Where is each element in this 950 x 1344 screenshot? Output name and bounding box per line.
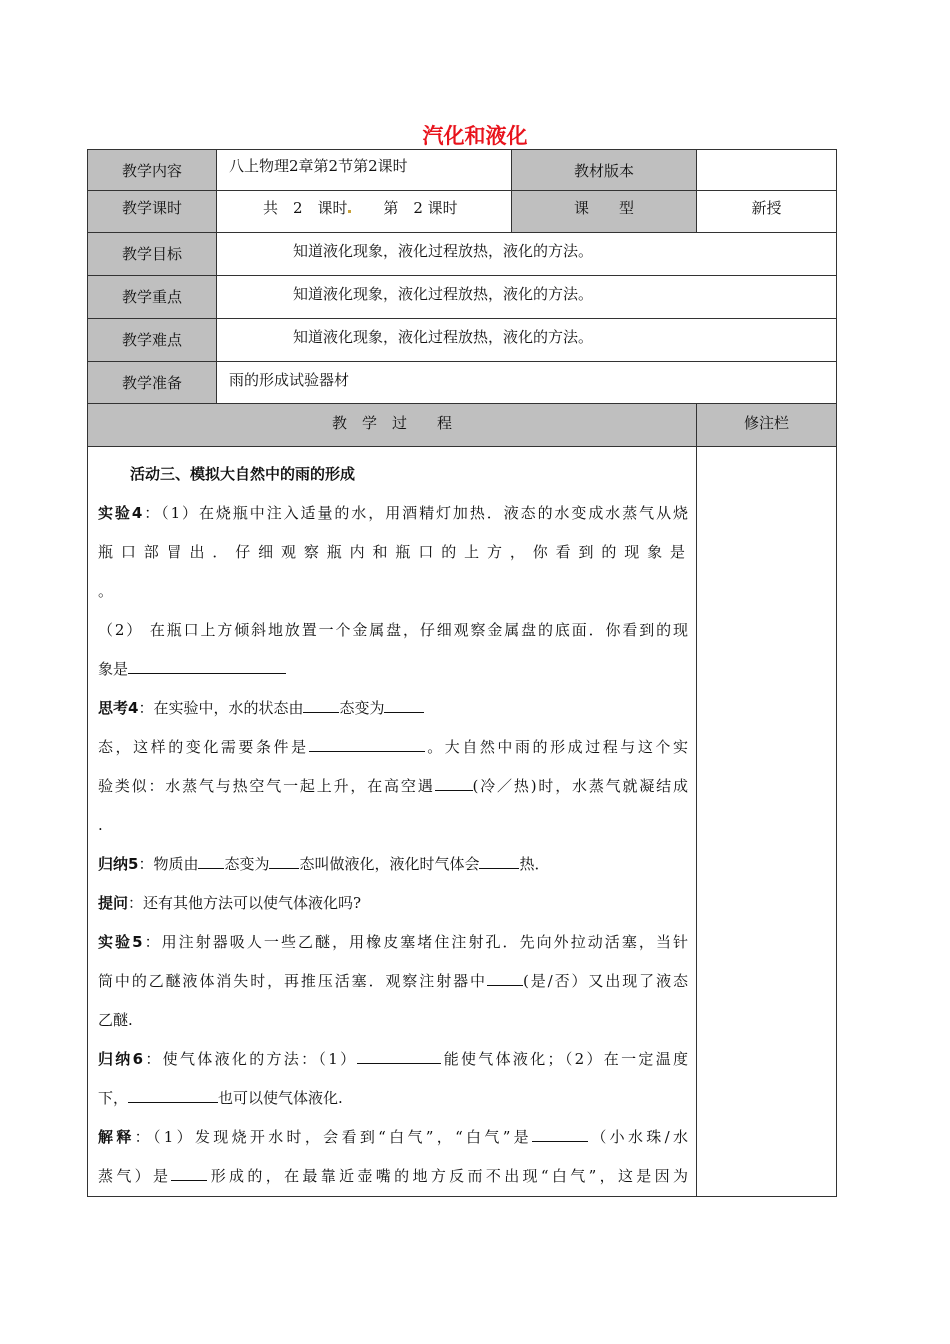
think4-line2: 态，这样的变化需要条件是 。大自然中雨的形成过程与这个实 <box>98 728 688 767</box>
sum6-line2: 下， 也可以使气体液化. <box>98 1079 688 1118</box>
ask-line: 提问：还有其他方法可以使气体液化吗? <box>98 894 362 912</box>
difficulty-label: 教学难点 <box>88 319 217 362</box>
answer-blank[interactable] <box>128 1086 218 1103</box>
exp4-line4: （2） 在瓶口上方倾斜地放置一个金属盘，仔细观察金属盘的底面．你看到的现 <box>98 621 688 639</box>
exp4-line1: 实验4：（1）在烧瓶中注入适量的水，用酒精灯加热．液态的水变成水蒸气从烧 <box>98 504 689 522</box>
answer-blank[interactable] <box>303 696 339 713</box>
goal-value: 知道液化现象，液化过程放热，液化的方法。 <box>217 233 837 276</box>
activity-title: 活动三、模拟大自然中的雨的形成 <box>130 465 356 483</box>
type-label: 课 型 <box>512 191 697 233</box>
sum6-line1: 归纳6：使气体液化的方法：（1） 能使气体液化；（2）在一定温度 <box>98 1040 688 1079</box>
hours-total: 共 2 课时 <box>263 199 348 217</box>
notes-column <box>697 447 837 1197</box>
content-label: 教学内容 <box>88 150 217 191</box>
think4-line3: 验类似：水蒸气与热空气一起上升，在高空遇 (冷／热)时，水蒸气就凝结成 <box>98 767 688 806</box>
key-label: 教学重点 <box>88 276 217 319</box>
difficulty-value: 知道液化现象，液化过程放热，液化的方法。 <box>217 319 837 362</box>
answer-blank[interactable] <box>487 969 523 986</box>
answer-blank[interactable] <box>357 1047 441 1064</box>
answer-blank[interactable] <box>198 852 224 869</box>
answer-blank[interactable] <box>479 852 519 869</box>
think4-line1: 思考4：在实验中，水的状态由 态变为 <box>98 689 688 728</box>
process-body <box>88 447 697 1197</box>
goal-label: 教学目标 <box>88 233 217 276</box>
explain-line2: 蒸气）是 形成的，在最靠近壶嘴的地方反而不出现“白气”，这是因为 <box>98 1157 688 1196</box>
exp4-line3: 。 <box>98 582 114 600</box>
sum5-line: 归纳5：物质由 态变为 态叫做液化，液化时气体会 热． <box>98 845 688 884</box>
lesson-plan-table <box>87 149 837 1197</box>
answer-blank[interactable] <box>128 657 286 674</box>
hours-value <box>217 191 512 233</box>
prep-value: 雨的形成试验器材 <box>217 362 837 404</box>
key-value: 知道液化现象，液化过程放热，液化的方法。 <box>217 276 837 319</box>
edition-label: 教材版本 <box>512 150 697 191</box>
notes-header: 修注栏 <box>697 404 837 447</box>
process-header: 教 学 过 程 <box>88 404 697 447</box>
answer-blank[interactable] <box>435 774 473 791</box>
exp5-line3: 乙醚. <box>98 1011 133 1029</box>
exp4-line5: 象是 <box>98 650 688 689</box>
exp5-line1: 实验5：用注射器吸人一些乙醚，用橡皮塞堵住注射孔．先向外拉动活塞，当针 <box>98 933 688 951</box>
answer-blank[interactable] <box>532 1125 588 1142</box>
page-title: 汽化和液化 <box>422 124 528 148</box>
hours-current: 第 2 课时 <box>383 199 458 217</box>
content-value: 八上物理2章第2节第2课时 <box>217 150 512 191</box>
edition-value <box>697 150 837 191</box>
explain-line1: 解释：（1）发现烧开水时，会看到“白气”，“白气”是 （小水珠/水 <box>98 1118 688 1157</box>
think4-line4: . <box>98 816 103 834</box>
exp5-line2: 筒中的乙醚液体消失时，再推压活塞．观察注射器中 (是/否）又出现了液态 <box>98 962 688 1001</box>
prep-label: 教学准备 <box>88 362 217 404</box>
answer-blank[interactable] <box>309 735 425 752</box>
answer-blank[interactable] <box>171 1164 207 1181</box>
mark-dot <box>348 210 351 213</box>
type-value: 新授 <box>697 191 837 233</box>
answer-blank[interactable] <box>269 852 299 869</box>
answer-blank[interactable] <box>384 696 424 713</box>
exp4-line2: 瓶口部冒出．仔细观察瓶内和瓶口的上方，你看到的现象是 <box>98 543 688 561</box>
hours-label: 教学课时 <box>88 191 217 233</box>
